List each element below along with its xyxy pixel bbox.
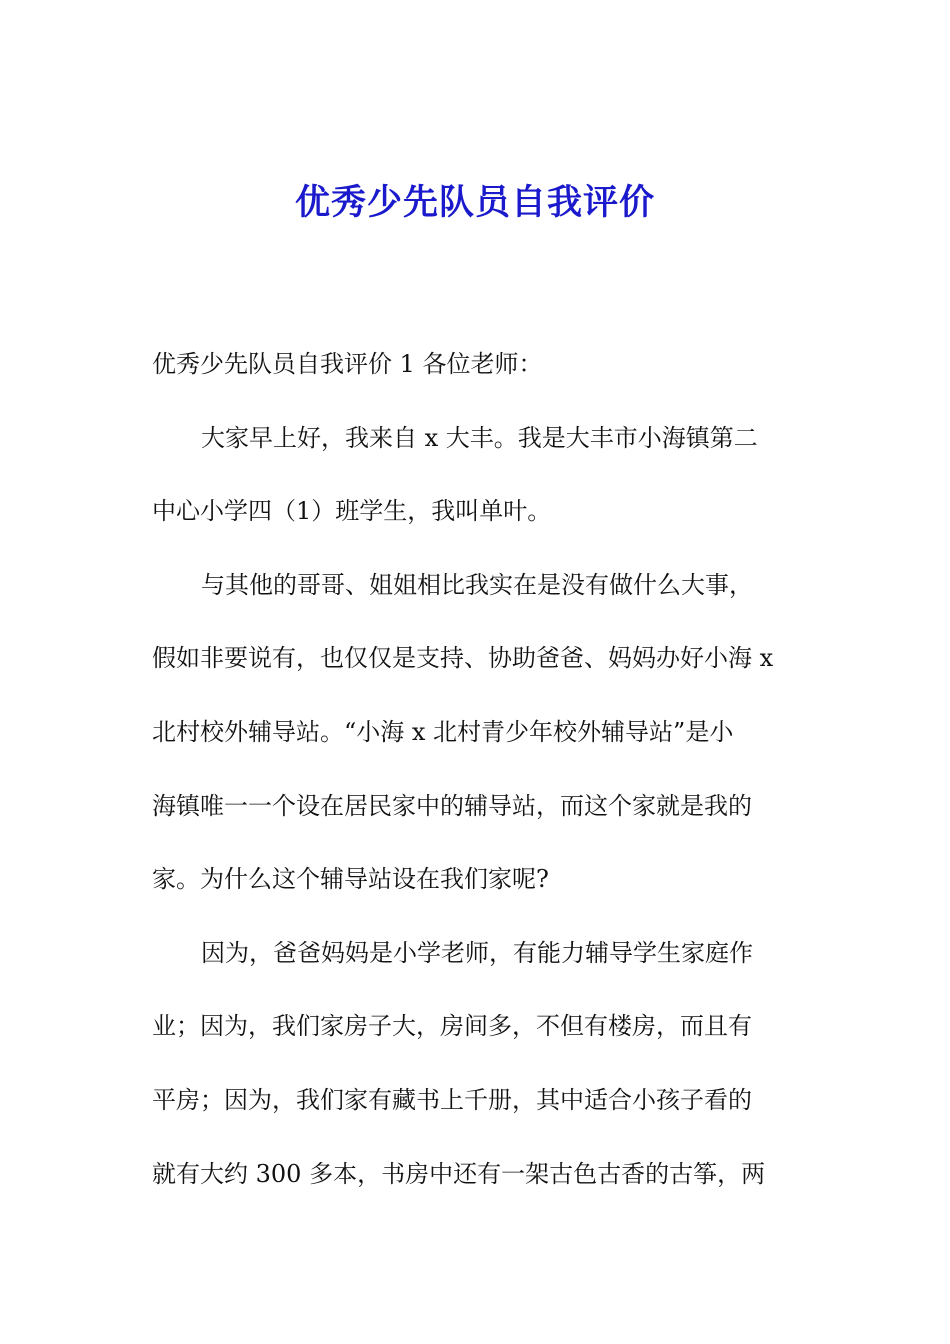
paragraph-line: 家。为什么这个辅导站设在我们家呢? bbox=[152, 865, 549, 894]
paragraph-line: 因为，爸爸妈妈是小学老师，有能力辅导学生家庭作 bbox=[201, 938, 753, 967]
paragraph-line: 假如非要说有，也仅仅是支持、协助爸爸、妈妈办好小海 x bbox=[152, 644, 774, 673]
paragraph-line: 中心小学四（1）班学生，我叫单叶。 bbox=[152, 497, 552, 526]
paragraph-line: 平房；因为，我们家有藏书上千册，其中适合小孩子看的 bbox=[152, 1085, 752, 1114]
paragraph-line: 优秀少先队员自我评价 1 各位老师： bbox=[152, 350, 543, 378]
paragraph-line: 北村校外辅导站。“小海 x 北村青少年校外辅导站”是小 bbox=[152, 717, 734, 746]
paragraph-line: 海镇唯一一个设在居民家中的辅导站，而这个家就是我的 bbox=[152, 791, 752, 820]
document-body bbox=[152, 328, 802, 1211]
paragraph-line: 大家早上好，我来自 x 大丰。我是大丰市小海镇第二 bbox=[201, 423, 758, 452]
document-title: 优秀少先队员自我评价 bbox=[294, 182, 655, 223]
paragraph-line: 与其他的哥哥、姐姐相比我实在是没有做什么大事， bbox=[201, 570, 753, 599]
paragraph-line: 就有大约 300 多本，书房中还有一架古色古香的古筝，两 bbox=[152, 1159, 766, 1188]
paragraph-line: 业；因为，我们家房子大，房间多，不但有楼房，而且有 bbox=[152, 1012, 752, 1041]
